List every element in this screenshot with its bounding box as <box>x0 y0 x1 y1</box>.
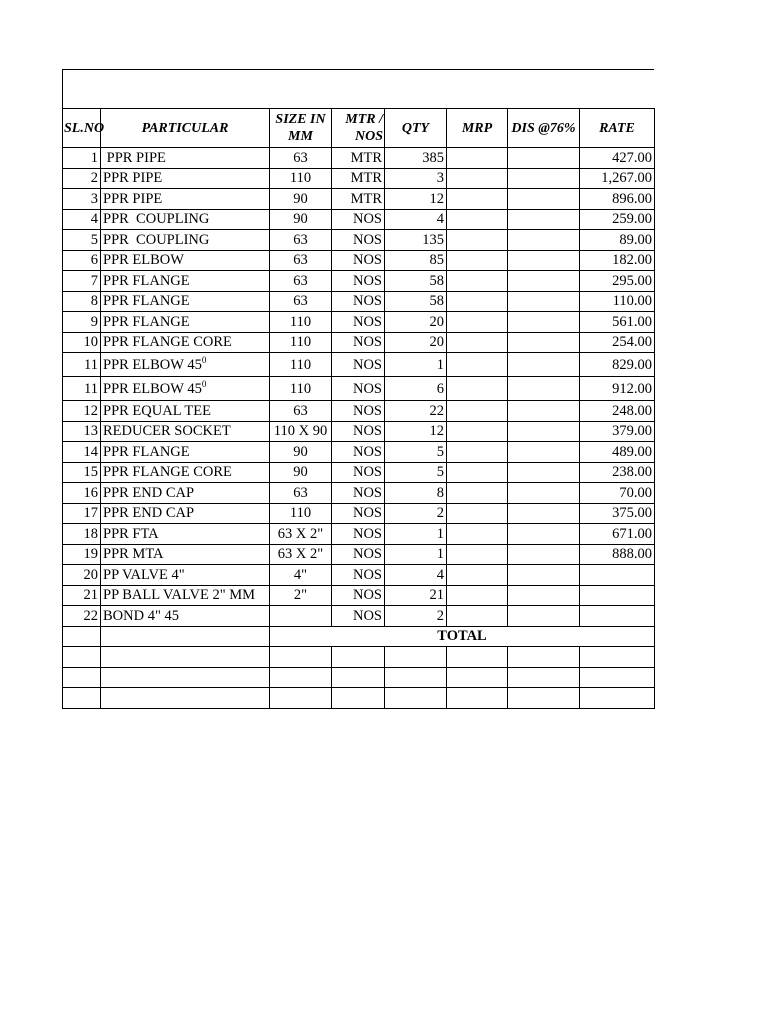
blank-cell <box>447 688 508 709</box>
cell-discount <box>508 332 580 353</box>
particular-text: PPR MTA <box>103 546 164 563</box>
table-row <box>63 168 655 189</box>
cell-rate: 375.00 <box>580 503 655 524</box>
cell-discount <box>508 462 580 483</box>
cell-qty: 2 <box>385 606 447 627</box>
table-row <box>63 606 655 627</box>
cell-slno: 11 <box>63 353 101 377</box>
cell-qty: 22 <box>385 401 447 422</box>
cell-unit: NOS <box>332 209 385 230</box>
cell-particular <box>101 585 270 606</box>
cell-rate: 489.00 <box>580 442 655 463</box>
table-row <box>63 312 655 333</box>
cell-size: 63 <box>270 250 332 271</box>
col-header-qty: QTY <box>385 109 447 148</box>
cell-unit: MTR <box>332 189 385 210</box>
cell-particular <box>101 565 270 586</box>
table-row <box>63 483 655 504</box>
cell-size: 2" <box>270 585 332 606</box>
cell-discount <box>508 544 580 565</box>
cell-qty: 85 <box>385 250 447 271</box>
cell-unit: NOS <box>332 401 385 422</box>
blank-cell <box>332 688 385 709</box>
cell-size: 4" <box>270 565 332 586</box>
cell-mrp <box>447 565 508 586</box>
cell-slno: 15 <box>63 462 101 483</box>
blank-row <box>63 647 655 668</box>
blank-cell <box>63 647 101 668</box>
cell-particular <box>101 524 270 545</box>
blank-cell <box>385 647 447 668</box>
cell-slno: 4 <box>63 209 101 230</box>
cell-rate: 248.00 <box>580 401 655 422</box>
cell-rate: 427.00 <box>580 148 655 169</box>
table-row <box>63 271 655 292</box>
cell-rate <box>580 565 655 586</box>
cell-qty: 5 <box>385 462 447 483</box>
cell-size: 110 <box>270 503 332 524</box>
table-row <box>63 291 655 312</box>
cell-particular <box>101 332 270 353</box>
cell-qty: 8 <box>385 483 447 504</box>
cell-particular <box>101 168 270 189</box>
particular-text: PPR COUPLING <box>103 211 210 228</box>
cell-particular <box>101 377 270 401</box>
cell-slno: 2 <box>63 168 101 189</box>
cell-particular <box>101 462 270 483</box>
table-row <box>63 230 655 251</box>
col-header-particular: PARTICULAR <box>101 109 270 148</box>
cell-discount <box>508 565 580 586</box>
cell-mrp <box>447 353 508 377</box>
cell-mrp <box>447 332 508 353</box>
particular-text: PP VALVE 4" <box>103 566 185 583</box>
blank-row <box>63 667 655 688</box>
cell-slno: 11 <box>63 377 101 401</box>
cell-size: 90 <box>270 462 332 483</box>
cell-mrp <box>447 189 508 210</box>
cell-particular <box>101 271 270 292</box>
cell-qty: 58 <box>385 271 447 292</box>
cell-rate: 671.00 <box>580 524 655 545</box>
cell-particular <box>101 250 270 271</box>
cell-size: 63 <box>270 483 332 504</box>
cell-size: 90 <box>270 189 332 210</box>
cell-particular <box>101 503 270 524</box>
cell-rate: 912.00 <box>580 377 655 401</box>
blank-cell <box>332 647 385 668</box>
particular-text: PPR COUPLING <box>103 231 210 248</box>
cell-mrp <box>447 585 508 606</box>
particular-text: PPR FLANGE <box>103 293 190 310</box>
cell-unit: NOS <box>332 250 385 271</box>
cell-mrp <box>447 606 508 627</box>
cell-size: 90 <box>270 209 332 230</box>
cell-mrp <box>447 503 508 524</box>
cell-unit: NOS <box>332 442 385 463</box>
blank-cell <box>580 688 655 709</box>
cell-slno: 6 <box>63 250 101 271</box>
cell-slno: 17 <box>63 503 101 524</box>
cell-rate: 70.00 <box>580 483 655 504</box>
col-header-discount: DIS @76% <box>508 109 580 148</box>
particular-text: PPR FLANGE <box>103 313 190 330</box>
cell-mrp <box>447 401 508 422</box>
table-row <box>63 250 655 271</box>
cell-qty: 1 <box>385 353 447 377</box>
cell-slno: 7 <box>63 271 101 292</box>
cell-mrp <box>447 377 508 401</box>
cell-discount <box>508 209 580 230</box>
table-row <box>63 353 655 377</box>
cell-rate: 888.00 <box>580 544 655 565</box>
cell-slno: 19 <box>63 544 101 565</box>
blank-cell <box>270 667 332 688</box>
table-row <box>63 189 655 210</box>
cell-rate: 829.00 <box>580 353 655 377</box>
cell-slno: 5 <box>63 230 101 251</box>
particular-text: PPR ELBOW <box>103 252 184 269</box>
cell-mrp <box>447 209 508 230</box>
cell-qty: 1 <box>385 544 447 565</box>
cell-slno: 21 <box>63 585 101 606</box>
cell-mrp <box>447 462 508 483</box>
cell-discount <box>508 606 580 627</box>
cell-qty: 12 <box>385 421 447 442</box>
degree-superscript: 0 <box>201 354 207 365</box>
cell-size: 63 <box>270 230 332 251</box>
blank-cell <box>385 667 447 688</box>
table-row <box>63 148 655 169</box>
cell-particular <box>101 353 270 377</box>
particular-text: PPR FLANGE CORE <box>103 334 232 351</box>
blank-cell <box>508 688 580 709</box>
cell-rate: 259.00 <box>580 209 655 230</box>
blank-cell <box>580 647 655 668</box>
cell-unit: NOS <box>332 421 385 442</box>
cell-rate: 110.00 <box>580 291 655 312</box>
cell-rate: 561.00 <box>580 312 655 333</box>
particular-text: REDUCER SOCKET <box>103 423 231 440</box>
particular-text: PPR END CAP <box>103 505 195 522</box>
cell-rate <box>580 585 655 606</box>
blank-cell <box>508 647 580 668</box>
cell-rate: 254.00 <box>580 332 655 353</box>
cell-slno: 16 <box>63 483 101 504</box>
cell-rate: 89.00 <box>580 230 655 251</box>
particular-text: PPR END CAP <box>103 484 195 501</box>
cell-size: 110 <box>270 312 332 333</box>
cell-rate: 1,267.00 <box>580 168 655 189</box>
items-table <box>62 108 655 709</box>
particular-text: PPR FLANGE CORE <box>103 464 232 481</box>
cell-size <box>270 606 332 627</box>
cell-particular <box>101 401 270 422</box>
cell-rate: 295.00 <box>580 271 655 292</box>
table-row <box>63 524 655 545</box>
cell-discount <box>508 189 580 210</box>
cell-particular <box>101 291 270 312</box>
blank-cell <box>508 667 580 688</box>
total-row-slno <box>63 626 101 647</box>
cell-size: 63 X 2" <box>270 524 332 545</box>
particular-text: BOND 4" 45 <box>103 607 180 624</box>
particular-text: PPR PIPE <box>103 170 163 187</box>
particular-text: PPR ELBOW 45 <box>103 356 202 373</box>
cell-discount <box>508 230 580 251</box>
cell-slno: 20 <box>63 565 101 586</box>
cell-particular <box>101 421 270 442</box>
sheet-title-area <box>62 69 654 108</box>
particular-text: PPR FTA <box>103 525 159 542</box>
blank-cell <box>270 647 332 668</box>
cell-slno: 14 <box>63 442 101 463</box>
cell-unit: NOS <box>332 377 385 401</box>
cell-qty: 135 <box>385 230 447 251</box>
blank-cell <box>101 667 270 688</box>
cell-particular <box>101 606 270 627</box>
table-row <box>63 377 655 401</box>
cell-unit: MTR <box>332 148 385 169</box>
blank-cell <box>447 667 508 688</box>
blank-cell <box>63 688 101 709</box>
total-label: TOTAL <box>270 626 655 647</box>
cell-discount <box>508 148 580 169</box>
cell-discount <box>508 353 580 377</box>
particular-text: PPR EQUAL TEE <box>103 402 211 419</box>
cell-rate <box>580 606 655 627</box>
cell-qty: 3 <box>385 168 447 189</box>
cell-qty: 20 <box>385 332 447 353</box>
cell-particular <box>101 148 270 169</box>
cell-slno: 13 <box>63 421 101 442</box>
cell-mrp <box>447 421 508 442</box>
table-row <box>63 544 655 565</box>
cell-unit: NOS <box>332 230 385 251</box>
cell-discount <box>508 421 580 442</box>
cell-qty: 385 <box>385 148 447 169</box>
cell-discount <box>508 291 580 312</box>
cell-size: 110 <box>270 377 332 401</box>
cell-unit: NOS <box>332 312 385 333</box>
cell-mrp <box>447 250 508 271</box>
cell-size: 63 <box>270 271 332 292</box>
col-header-unit: MTR / NOS <box>332 109 385 148</box>
cell-rate: 238.00 <box>580 462 655 483</box>
cell-qty: 2 <box>385 503 447 524</box>
blank-cell <box>385 688 447 709</box>
table-row <box>63 585 655 606</box>
cell-size: 63 X 2" <box>270 544 332 565</box>
cell-discount <box>508 483 580 504</box>
cell-size: 90 <box>270 442 332 463</box>
blank-cell <box>332 667 385 688</box>
cell-unit: NOS <box>332 606 385 627</box>
total-row-spacer <box>101 626 270 647</box>
particular-text: PPR PIPE <box>103 190 163 207</box>
cell-slno: 18 <box>63 524 101 545</box>
cell-slno: 10 <box>63 332 101 353</box>
col-header-size: SIZE IN MM <box>270 109 332 148</box>
blank-cell <box>101 647 270 668</box>
cell-mrp <box>447 544 508 565</box>
items-body <box>63 148 655 709</box>
cell-slno: 8 <box>63 291 101 312</box>
blank-row <box>63 688 655 709</box>
cell-qty: 20 <box>385 312 447 333</box>
col-header-mrp: MRP <box>447 109 508 148</box>
total-row <box>63 626 655 647</box>
blank-cell <box>101 688 270 709</box>
particular-text: PPR FLANGE <box>103 272 190 289</box>
cell-unit: NOS <box>332 585 385 606</box>
quotation-sheet <box>62 69 654 709</box>
cell-unit: NOS <box>332 353 385 377</box>
cell-qty: 58 <box>385 291 447 312</box>
cell-mrp <box>447 168 508 189</box>
cell-discount <box>508 442 580 463</box>
cell-qty: 4 <box>385 209 447 230</box>
cell-particular <box>101 544 270 565</box>
cell-slno: 3 <box>63 189 101 210</box>
cell-mrp <box>447 524 508 545</box>
cell-size: 63 <box>270 291 332 312</box>
blank-cell <box>447 647 508 668</box>
table-row <box>63 462 655 483</box>
cell-discount <box>508 401 580 422</box>
blank-cell <box>270 688 332 709</box>
cell-mrp <box>447 148 508 169</box>
blank-cell <box>580 667 655 688</box>
cell-discount <box>508 271 580 292</box>
cell-unit: NOS <box>332 271 385 292</box>
cell-discount <box>508 503 580 524</box>
cell-mrp <box>447 271 508 292</box>
particular-text: PPR ELBOW 45 <box>103 380 202 397</box>
cell-particular <box>101 442 270 463</box>
cell-particular <box>101 189 270 210</box>
cell-discount <box>508 312 580 333</box>
degree-superscript: 0 <box>201 378 207 389</box>
particular-text: PP BALL VALVE 2" MM <box>103 587 256 604</box>
cell-unit: NOS <box>332 503 385 524</box>
cell-slno: 9 <box>63 312 101 333</box>
cell-discount <box>508 524 580 545</box>
col-header-rate: RATE <box>580 109 655 148</box>
cell-unit: NOS <box>332 524 385 545</box>
table-row <box>63 401 655 422</box>
cell-rate: 896.00 <box>580 189 655 210</box>
table-row <box>63 209 655 230</box>
cell-particular <box>101 209 270 230</box>
table-row <box>63 503 655 524</box>
col-header-slno: SL.NO <box>63 109 101 148</box>
table-row <box>63 332 655 353</box>
cell-unit: NOS <box>332 291 385 312</box>
particular-text: PPR PIPE <box>103 149 166 166</box>
cell-discount <box>508 585 580 606</box>
cell-size: 110 <box>270 353 332 377</box>
cell-mrp <box>447 230 508 251</box>
cell-unit: NOS <box>332 462 385 483</box>
cell-size: 110 <box>270 332 332 353</box>
cell-rate: 182.00 <box>580 250 655 271</box>
cell-qty: 6 <box>385 377 447 401</box>
cell-unit: NOS <box>332 544 385 565</box>
cell-unit: MTR <box>332 168 385 189</box>
blank-cell <box>63 667 101 688</box>
cell-particular <box>101 483 270 504</box>
cell-particular <box>101 230 270 251</box>
cell-discount <box>508 168 580 189</box>
cell-discount <box>508 377 580 401</box>
cell-mrp <box>447 442 508 463</box>
cell-mrp <box>447 291 508 312</box>
particular-text: PPR FLANGE <box>103 443 190 460</box>
table-row <box>63 565 655 586</box>
cell-qty: 12 <box>385 189 447 210</box>
cell-size: 63 <box>270 401 332 422</box>
cell-size: 110 X 90 <box>270 421 332 442</box>
cell-unit: NOS <box>332 332 385 353</box>
cell-qty: 1 <box>385 524 447 545</box>
cell-unit: NOS <box>332 483 385 504</box>
cell-unit: NOS <box>332 565 385 586</box>
table-row <box>63 442 655 463</box>
table-row <box>63 421 655 442</box>
cell-mrp <box>447 312 508 333</box>
cell-rate: 379.00 <box>580 421 655 442</box>
cell-size: 63 <box>270 148 332 169</box>
cell-particular <box>101 312 270 333</box>
cell-discount <box>508 250 580 271</box>
cell-qty: 21 <box>385 585 447 606</box>
cell-qty: 4 <box>385 565 447 586</box>
cell-size: 110 <box>270 168 332 189</box>
header-row <box>63 109 655 148</box>
cell-slno: 1 <box>63 148 101 169</box>
cell-qty: 5 <box>385 442 447 463</box>
cell-slno: 12 <box>63 401 101 422</box>
cell-slno: 22 <box>63 606 101 627</box>
cell-mrp <box>447 483 508 504</box>
